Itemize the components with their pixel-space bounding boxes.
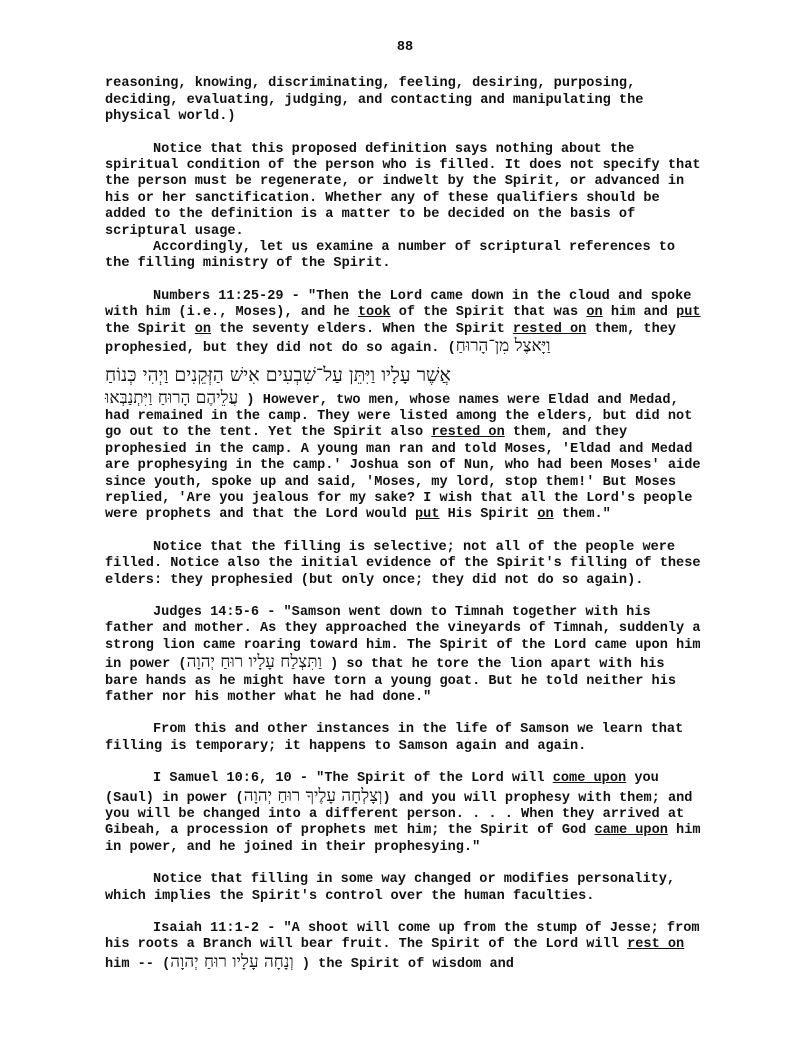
numbers-text-7: ) However, two men, whose names were Eldad and Medad, had remained in the camp. They were listed among the elders, but did not go out to the tent. Yet the Spirit also (105, 392, 693, 441)
samuel-hebrew: וְצָלְחָה עָלֶיךָ רוּחַ יְהוָה (243, 785, 383, 806)
samuel-underline-come-upon: come upon (552, 771, 627, 787)
numbers-underline-rested-on-2: rested on (431, 425, 505, 441)
numbers-text-2: of the Spirit that was (390, 305, 587, 321)
isaiah-text-3: ) the Spirit of wisdom and (293, 956, 514, 972)
numbers-text-6: them, they prophesied, but they did not do so again. ( (105, 321, 677, 357)
numbers-underline-rested-on: rested on (512, 321, 587, 337)
numbers-text-3: him and (602, 305, 677, 321)
document-page (105, 40, 705, 989)
numbers-underline-on: on (586, 305, 603, 321)
numbers-text-5: the seventy elders. When the Spirit (211, 321, 513, 337)
page-number: 88 (396, 40, 414, 55)
isaiah-underline-rest-on: rest on (627, 937, 685, 953)
isaiah-text-2: him -- ( (105, 956, 171, 972)
numbers-underline-on-3: on (537, 507, 554, 523)
paragraph-filling-temporary (105, 722, 705, 755)
numbers-text-1: Numbers 11:25-29 - "Then the Lord came down in the cloud and spoke with him (i.e., Moses), and he (105, 288, 692, 321)
numbers-underline-put: put (676, 305, 701, 321)
samuel-underline-came-upon: came upon (594, 823, 668, 839)
numbers-hebrew-3: עֲלֵיהֶם הָרוּחַ וַיִּתְנַבְּאוּ (105, 387, 239, 408)
numbers-hebrew-1: וַיָּאצֶל מִן־הָרוּחַ (455, 336, 551, 357)
paragraph-personality-text: Notice that filling in some way changed or modifies personality, which implies the Spirit's control over the human faculties. (105, 872, 676, 904)
samuel-text-3: ) and you will prophesy with them; and you will be changed into a different person. . . . When they arrived at Gibeah, a procession of prophets met him; the Spirit of God (105, 790, 693, 839)
numbers-text-10: them." (553, 507, 611, 523)
samuel-passage (105, 771, 705, 856)
numbers-text-4: the Spirit (105, 321, 195, 337)
numbers-text-9: His Spirit (439, 507, 538, 523)
judges-passage (105, 605, 705, 706)
samuel-text-4: him in power, and he joined in their prophesying." (105, 823, 701, 855)
judges-text-2: ) so that he tore the lion apart with his bare hands as he might have torn a young goat. But he told neither his father nor his mother what he had done." (105, 657, 677, 705)
paragraph-filling-selective-text: Notice that the filling is selective; not all of the people were filled. Notice also the initial evidence of the Spirit's filling of these elders: they prophesied (but only once; they did not do so again). (105, 539, 701, 588)
paragraph-definition-note (105, 142, 705, 240)
paragraph-filling-temporary-text: From this and other instances in the life of Samson we learn that filling is temporary; it happens to Samson again and again. (105, 722, 684, 754)
numbers-hebrew-2: אֲשֶׁר עָלָיו וַיִּתֵּן עַל־שִׁבְעִים אִישׁ הַזְּקֵנִים וַיְהִי כְּנוֹחַ (105, 363, 451, 386)
isaiah-text-1: Isaiah 11:1-2 - "A shoot will come up from the stump of Jesse; from his roots a Branch will bear fruit. The Spirit of the Lord will (105, 921, 700, 953)
samuel-text-2: you (Saul) in power ( (105, 771, 659, 806)
isaiah-hebrew: וְנָחָה עָלָיו רוּחַ יְהוָה (170, 951, 294, 972)
paragraph-definition-note-text: Notice that this proposed definition says nothing about the spiritual condition of the person who is filled. It does not specify that the person must be regenerate, or indwelt by the Spirit, or advanced in his or her sanctification. Whether any of these qualifiers should be added to the definition is a matter to be decided on the basis of scriptural usage. (105, 141, 701, 239)
numbers-underline-took: took (357, 305, 391, 321)
paragraph-filling-selective (105, 540, 705, 589)
paragraph-scriptural-references-text: Accordingly, let us examine a number of scriptural references to the filling ministry of the Spirit. (105, 240, 676, 272)
judges-hebrew: וַתִּצְלַח עָלָיו רוּחַ יְהוָה (186, 652, 322, 673)
numbers-underline-on-2: on (194, 321, 212, 337)
numbers-text-8: them, and they prophesied in the camp. A young man ran and told Moses, 'Eldad and Medad are prophesying in the camp.' Joshua son of Nun, who had been Moses' aide since youth, spoke up and said, 'Moses, my lord, stop them!' But Moses replied, 'Are you jealous for my sake? I wish that all the Lord's people were prophets and that the Lord would (105, 425, 701, 523)
numbers-underline-put-2: put (415, 507, 440, 523)
numbers-passage (105, 289, 705, 524)
isaiah-passage (105, 921, 705, 973)
paragraph-scriptural-references (105, 240, 705, 273)
paragraph-personality (105, 872, 705, 905)
paragraph-faculties-list: reasoning, knowing, discriminating, feeling, desiring, purposing, deciding, evaluating, judging, and contacting and manipulating the physical world.) (105, 76, 644, 125)
samuel-text-1: I Samuel 10:6, 10 - "The Spirit of the Lord will (153, 771, 553, 787)
judges-text-1: Judges 14:5-6 - "Samson went down to Timnah together with his father and mother. As they approached the vineyards of Timnah, suddenly a strong lion came roaring toward him. The Spirit of the Lord came upon him in power ( (105, 604, 701, 673)
